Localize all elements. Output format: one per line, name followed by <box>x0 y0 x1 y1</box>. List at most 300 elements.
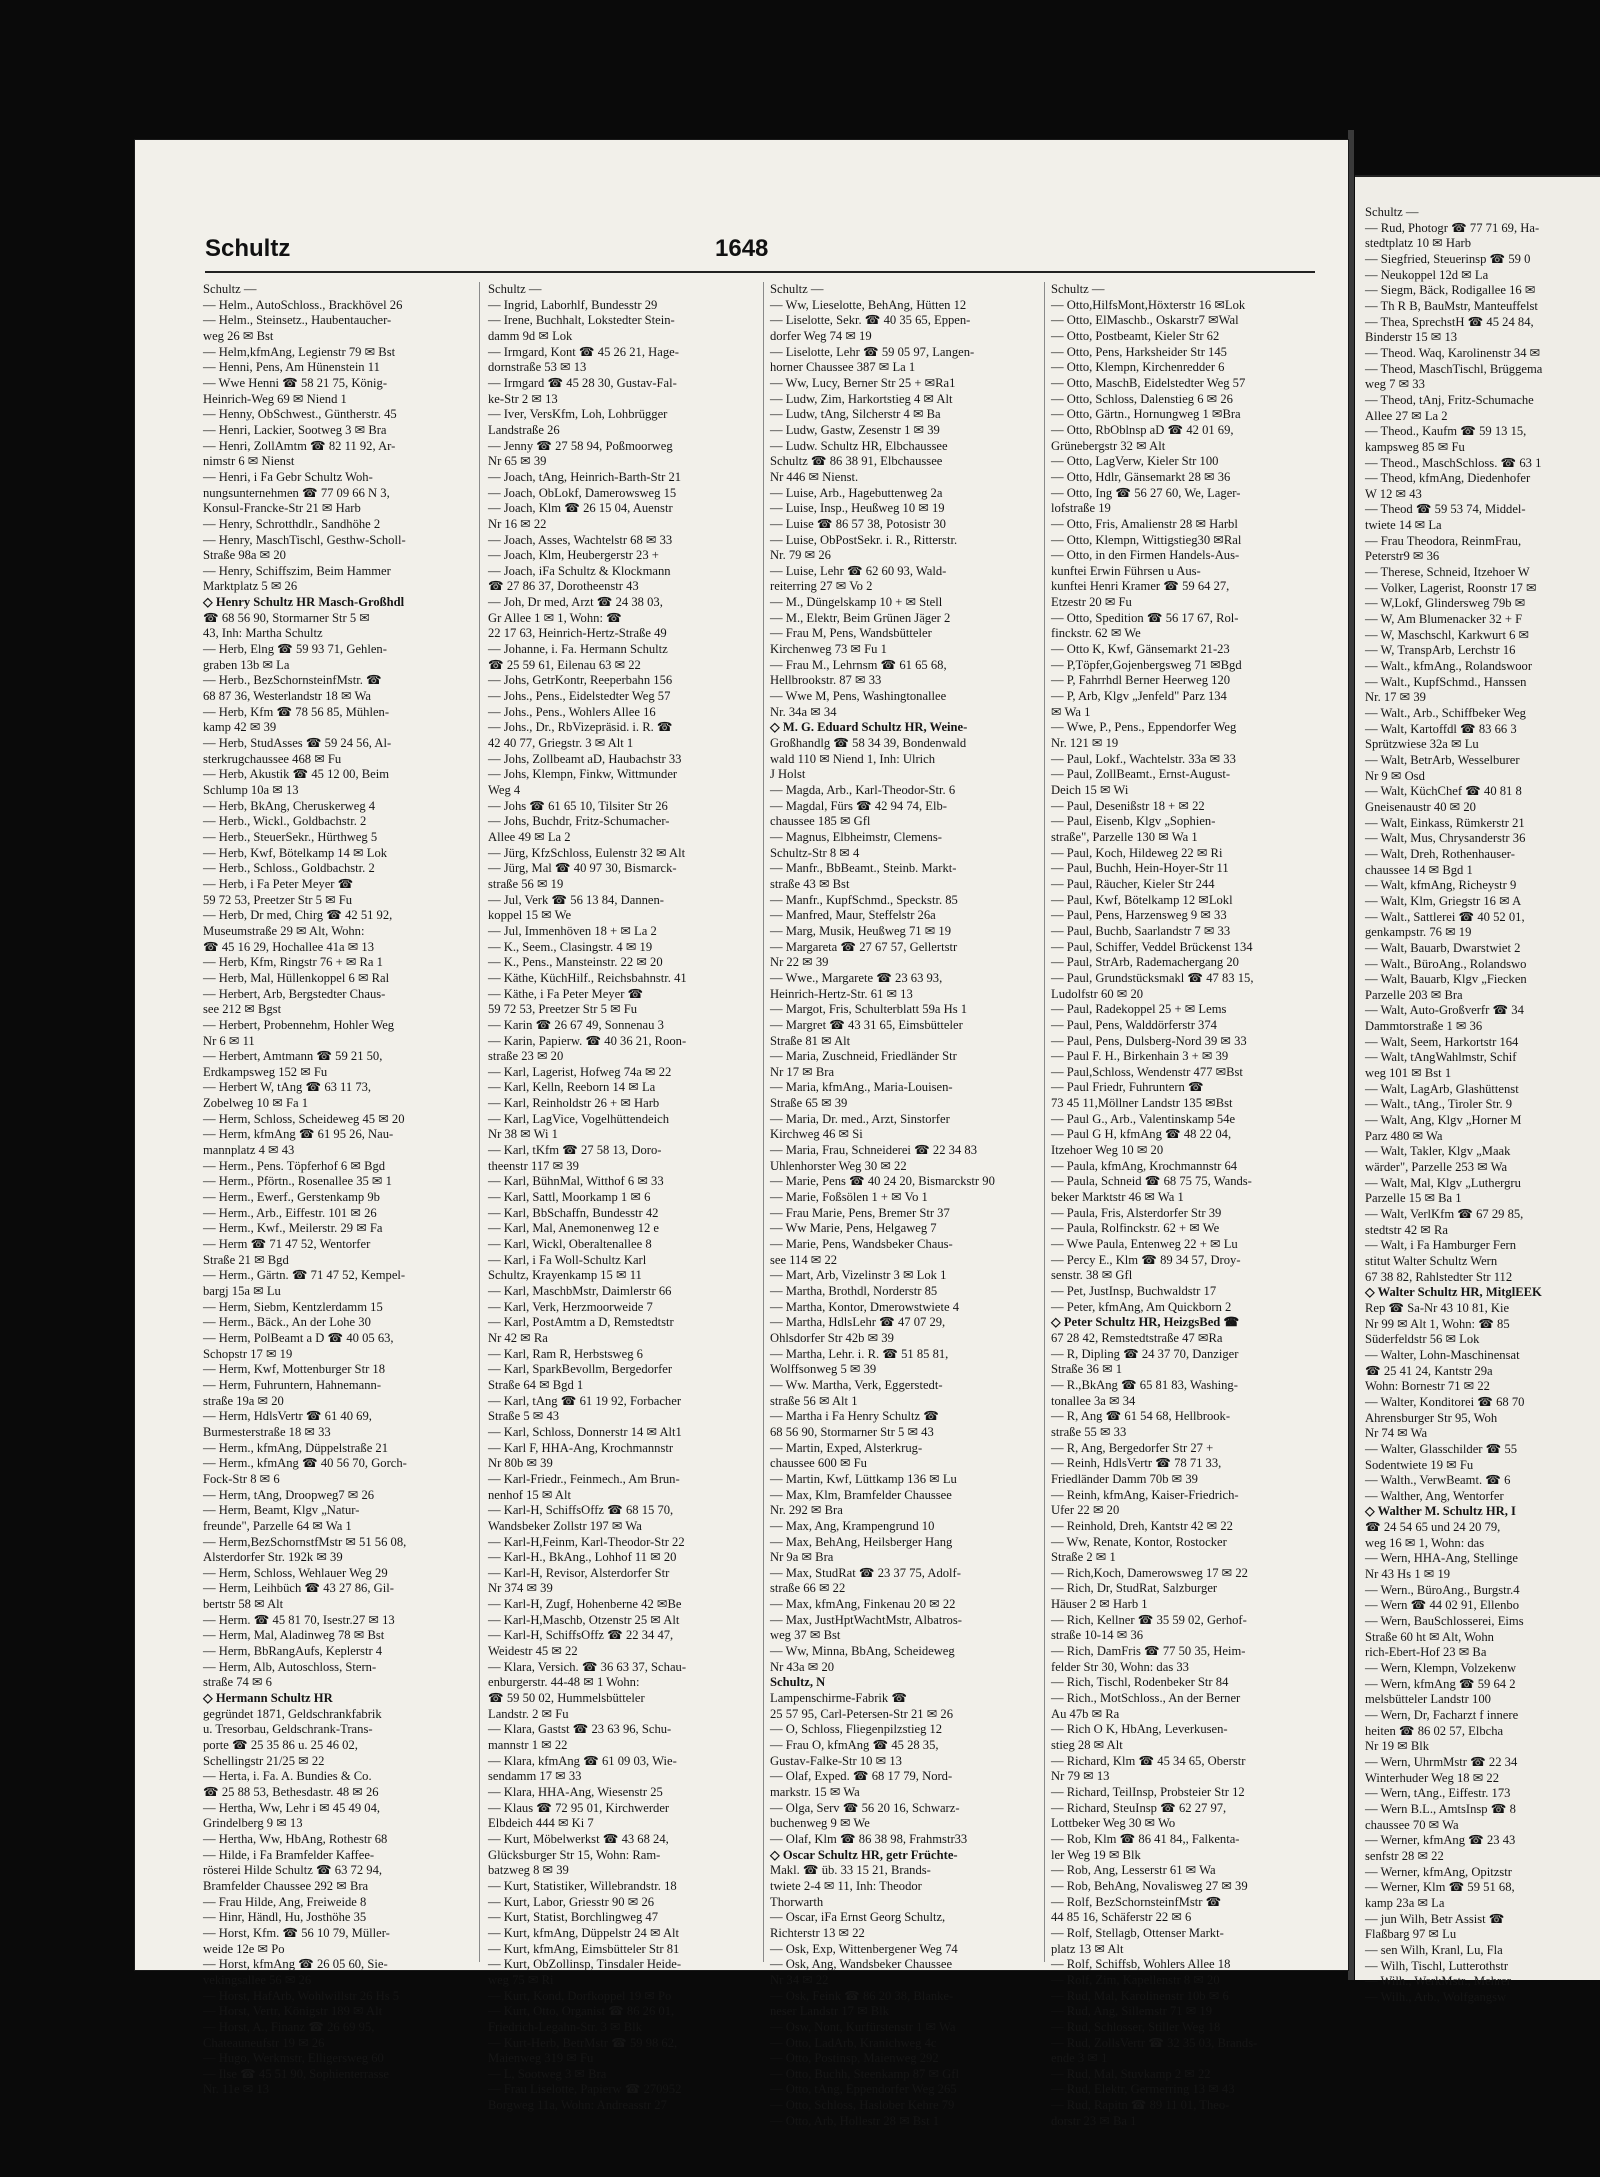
directory-entry-line: — Herb, i Fa Peter Meyer ☎ <box>203 876 354 891</box>
directory-entry-line: — Johs, Buchdr, Fritz-Schumacher- <box>488 814 670 829</box>
directory-entry-line: — Margret ☎ 43 31 65, Eimsbütteler <box>770 1017 963 1032</box>
directory-entry-line: — Martha i Fa Henry Schultz ☎ <box>770 1409 939 1424</box>
directory-entry-line: — Johs., Pens., Eidelstedter Weg 57 <box>488 689 671 704</box>
directory-entry-line: — Herb., SteuerSekr., Hürthweg 5 <box>203 829 378 844</box>
directory-entry-line: buchenweg 9 ✉ We <box>770 1816 870 1831</box>
directory-entry-line: — Herbert, Probennehm, Hohler Weg <box>203 1017 395 1032</box>
directory-entry-line: — Joach, Klm, Heubergerstr 23 + <box>488 548 659 563</box>
directory-entry-line: Nr 9a ✉ Bra <box>770 1550 834 1565</box>
directory-entry-line: twiete 14 ✉ La <box>1365 518 1442 533</box>
directory-entry-line: Schellingstr 21/25 ✉ 22 <box>203 1753 325 1768</box>
directory-entry-line: — Jul, Verk ☎ 56 13 84, Dannen- <box>488 892 665 907</box>
directory-entry-line: — Theod. Waq, Karolinenstr 34 ✉ <box>1365 345 1541 360</box>
directory-entry-line: — Kurt, Statistiker, Willebrandstr. 18 <box>488 1878 677 1893</box>
directory-entry-line: — Olaf, Exped. ☎ 68 17 79, Nord- <box>770 1769 953 1784</box>
directory-entry-line: — Walt, Bauarb, Klgv „Fiecken <box>1365 972 1527 987</box>
directory-entry-line: — Walt, KüchChef ☎ 40 81 8 <box>1365 784 1522 799</box>
directory-entry-line: chaussee 600 ✉ Fu <box>770 1456 867 1471</box>
directory-entry-line: Straße 64 ✉ Bgd 1 <box>488 1377 584 1392</box>
directory-entry-line: — Kurt, kfmAng, Düppelstr 24 ✉ Alt <box>488 1925 680 1940</box>
directory-entry-line: — Karl, PostAmtm a D, Remstedtstr <box>488 1315 674 1330</box>
directory-entry-line: Grünebergstr 32 ✉ Alt <box>1051 438 1166 453</box>
directory-entry-line: — Mart, Arb, Vizelinstr 3 ✉ Lok 1 <box>770 1268 947 1283</box>
directory-entry-line: — Walt., KupfSchmd., Hanssen <box>1365 674 1527 689</box>
directory-entry-line: — Paul, StrArb, Rademachergang 20 <box>1051 955 1239 970</box>
directory-entry-line: Etzestr 20 ✉ Fu <box>1051 595 1132 610</box>
directory-entry-line: ☎ 25 59 61, Eilenau 63 ✉ 22 <box>488 657 641 672</box>
directory-entry-line: — Karl-H, SchiffsOffz ☎ 68 15 70, <box>488 1503 674 1518</box>
directory-entry-line: — Walt, Einkass, Rümkerstr 21 <box>1365 815 1525 830</box>
directory-entry-line: Friedländer Damm 70b ✉ 39 <box>1051 1471 1198 1486</box>
directory-entry-line: neser Landstr 17 ✉ Blk <box>770 2004 889 2019</box>
directory-entry-line: — Walt, BetrArb, Wesselburer <box>1365 752 1520 767</box>
directory-entry-line: — Marie, Pens, Wandsbeker Chaus- <box>770 1237 953 1252</box>
directory-entry-line: — Paula, Rolfinckstr. 62 + ✉ We <box>1051 1221 1220 1236</box>
directory-entry-line: ☎ 27 86 37, Dorotheenstr 43 <box>488 579 639 594</box>
directory-entry-line: Wandsbeker Zollstr 197 ✉ Wa <box>488 1518 642 1533</box>
directory-entry-line: weg 26 ✉ Bst <box>203 328 274 343</box>
directory-entry-line: 59 72 53, Preetzer Str 5 ✉ Fu <box>203 892 353 907</box>
directory-entry-line: freunde", Parzelle 64 ✉ Wa 1 <box>203 1518 352 1533</box>
directory-entry-line: kunftei Henri Kramer ☎ 59 64 27, <box>1051 579 1230 594</box>
directory-entry-line: — Paul, ZollBeamt., Ernst-August- <box>1051 767 1231 782</box>
directory-entry-line: straße", Parzelle 130 ✉ Wa 1 <box>1051 829 1198 844</box>
directory-entry-line: — Olga, Serv ☎ 56 20 16, Schwarz- <box>770 1800 960 1815</box>
directory-entry-line: — Ilse ☎ 45 51 90, Sophienterrasse <box>203 2066 390 2081</box>
directory-entry-line: — Maria, Frau, Schneiderei ☎ 22 34 83 <box>770 1143 977 1158</box>
directory-entry-line: — Marg, Musik, Heußweg 71 ✉ 19 <box>770 923 952 938</box>
directory-entry-line: — Osw, Nont, Kurfürstenstr 1 ✉ Wa <box>770 2019 956 2034</box>
directory-entry-line: — Helm,kfmAng, Legienstr 79 ✉ Bst <box>203 344 396 359</box>
directory-entry-line: — Werner, kfmAng, Opitzstr <box>1365 1864 1512 1879</box>
directory-entry-line: straße 43 ✉ Bst <box>770 876 850 891</box>
directory-entry-line: ◇ Henry Schultz HR Masch-Großhdl <box>203 595 405 610</box>
directory-entry-line: melsbütteler Landstr 100 <box>1365 1692 1491 1707</box>
directory-entry-line: mannstr 1 ✉ 22 <box>488 1738 568 1753</box>
directory-entry-line: ☎ 45 16 29, Hochallee 41a ✉ 13 <box>203 939 375 954</box>
directory-entry-line: — Karl, Wickl, Oberaltenallee 8 <box>488 1237 652 1252</box>
directory-entry-line: — R.,BkAng ☎ 65 81 83, Washing- <box>1051 1377 1238 1392</box>
directory-entry-line: — Manfr., KupfSchmd., Speckstr. 85 <box>770 892 958 907</box>
directory-entry-line: — Walt, VerlKfm ☎ 67 29 85, <box>1365 1207 1524 1221</box>
directory-entry-line: — Max, JustHptWachtMstr, Albatros- <box>770 1612 962 1627</box>
directory-entry-line: Burmesterstraße 18 ✉ 33 <box>203 1424 331 1439</box>
directory-entry-line: — Wern, BauSchlosserei, Eims <box>1365 1614 1524 1629</box>
column-heading: Schultz — <box>488 282 542 296</box>
directory-entry-line: Au 47b ✉ Ra <box>1051 1706 1120 1721</box>
directory-entry-line: — Johs, GetrKontr, Reeperbahn 156 <box>488 673 673 688</box>
directory-entry-line: — Osk, Exp, Wittenbergener Weg 74 <box>770 1941 958 1956</box>
directory-entry-line: Ohlsdorfer Str 42b ✉ 39 <box>770 1330 894 1345</box>
directory-entry-line: — Frau Hilde, Ang, Freiweide 8 <box>203 1894 367 1909</box>
directory-entry-line: — Käthe, i Fa Peter Meyer ☎ <box>488 986 644 1001</box>
directory-entry-line: — Paula, kfmAng, Krochmannstr 64 <box>1051 1158 1238 1173</box>
directory-entry-line: — Walt, Dreh, Rothenhauser- <box>1365 846 1515 861</box>
directory-entry-line: — Liselotte, Sekr. ☎ 40 35 65, Eppen- <box>770 313 971 328</box>
directory-entry-line: senstr. 38 ✉ Gfl <box>1051 1268 1133 1283</box>
directory-entry-line: Weg 4 <box>488 783 521 797</box>
directory-entry-line: senfstr 28 ✉ 22 <box>1365 1848 1444 1863</box>
directory-entry-line: — Herbert, Amtmann ☎ 59 21 50, <box>203 1049 383 1064</box>
directory-entry-line: ◇ M. G. Eduard Schultz HR, Weine- <box>770 720 968 735</box>
directory-entry-line: Erdkampsweg 152 ✉ Fu <box>203 1064 328 1079</box>
directory-entry-line: — W, Am Blumenacker 32 + F <box>1365 612 1523 627</box>
directory-entry-line: Straße 5 ✉ 43 <box>488 1409 560 1424</box>
directory-entry-line: — Luise, Insp., Heußweg 10 ✉ 19 <box>770 501 945 516</box>
directory-entry-line: — Jul, Immenhöven 18 + ✉ La 2 <box>488 923 657 938</box>
directory-entry-line: 44 85 16, Schäferstr 22 ✉ 6 <box>1051 1910 1192 1925</box>
directory-entry-line: ☎ 25 88 53, Bethesdastr. 48 ✉ 26 <box>203 1785 379 1799</box>
directory-entry-line: — Ww, Minna, BbAng, Scheideweg <box>770 1644 955 1659</box>
directory-entry-line: beker Marktstr 46 ✉ Wa 1 <box>1051 1190 1184 1205</box>
directory-entry-line: — Herm, HdlsVertr ☎ 61 40 69, <box>203 1409 372 1424</box>
directory-entry-line: — Rud, Ang, Sillemstr 71 ✉ 19 <box>1051 2004 1212 2019</box>
directory-entry-line: — Klaus ☎ 72 95 01, Kirchwerder <box>488 1800 670 1815</box>
directory-entry-line: — L, Sootweg 3 ✉ Bra <box>488 2066 607 2081</box>
directory-entry-line: — Horst, HafArb, Wohlwillstr 26 Hs 5 <box>203 1988 400 2003</box>
directory-entry-line: — Otto, Schloss, Haslober Kehre 79 <box>770 2098 955 2113</box>
directory-entry-line: — Rob, Ang, Lesserstr 61 ✉ Wa <box>1051 1863 1216 1878</box>
directory-entry-line: — Rud, Mal, Karolinenstr 10b ✉ 6 <box>1051 1988 1229 2003</box>
directory-entry-line: Straße 98a ✉ 20 <box>203 548 286 563</box>
directory-entry-line: — Luise, Lehr ☎ 62 60 93, Wald- <box>770 563 947 578</box>
directory-entry-line: weg 16 ✉ 1, Wohn: das <box>1365 1535 1485 1550</box>
directory-entry-line: — Wwe M, Pens, Washingtonallee <box>770 689 947 704</box>
directory-entry-line: — W, TranspArb, Lerchstr 16 <box>1365 643 1516 658</box>
directory-entry-line: — Herb., BezSchornsteinfMstr. ☎ <box>203 673 382 688</box>
directory-entry-line: Chateauneufstr 19 ✉ 26 <box>203 2035 325 2050</box>
directory-entry-line: — Kurt, Statist, Borchlingweg 47 <box>488 1910 659 1925</box>
directory-entry-line: Ludolfstr 60 ✉ 20 <box>1051 986 1144 1001</box>
directory-entry-line: Nr. 79 ✉ 26 <box>770 548 831 563</box>
directory-entry-line: 73 45 11,Möllner Landstr 135 ✉Bst <box>1051 1096 1233 1111</box>
directory-entry-line: Gustav-Falke-Str 10 ✉ 13 <box>770 1753 902 1768</box>
directory-entry-line: — Wern, Dr, Facharzt f innere <box>1365 1708 1519 1722</box>
directory-entry-line: — Hinr, Händl, Hu, Josthöhe 35 <box>203 1910 367 1925</box>
directory-entry-line: Weidestr 45 ✉ 22 <box>488 1644 578 1659</box>
directory-entry-line: — Joach, tAng, Heinrich-Barth-Str 21 <box>488 469 682 484</box>
directory-entry-line: — Herm., Gärtn. ☎ 71 47 52, Kempel- <box>203 1268 406 1283</box>
directory-entry-line: — Herta, i. Fa. A. Bundies & Co. <box>203 1769 372 1784</box>
directory-entry-line: enburgerstr. 44-48 ✉ 1 Wohn: <box>488 1675 640 1690</box>
directory-entry-line: — Wern ☎ 44 02 91, Ellenbo <box>1365 1598 1520 1613</box>
directory-entry-line: — Herm., Pens. Töpferhof 6 ✉ Bgd <box>203 1158 386 1173</box>
directory-entry-line: 67 38 82, Rahlstedter Str 112 <box>1365 1269 1513 1284</box>
directory-entry-line: — Rolf, BezSchornsteinfMstr ☎ <box>1051 1894 1222 1909</box>
directory-entry-line: — Walter, Glasschilder ☎ 55 <box>1365 1441 1518 1456</box>
directory-entry-line: ◇ Hermann Schultz HR <box>203 1691 333 1706</box>
directory-entry-line: ☎ 68 56 90, Stormarner Str 5 ✉ <box>203 610 370 625</box>
directory-entry-line: — P, Fahrrhdl Berner Heerweg 120 <box>1051 673 1231 688</box>
directory-entry-line: Grindelberg 9 ✉ 13 <box>203 1816 303 1831</box>
directory-entry-line: Nr 19 ✉ Blk <box>1365 1739 1430 1754</box>
directory-entry-line: — R, Dipling ☎ 24 37 70, Danziger <box>1051 1346 1239 1361</box>
directory-entry-line: — Rolf, Stellagb, Ottenser Markt- <box>1051 1925 1224 1940</box>
directory-entry-line: — Wwe, P., Pens., Eppendorfer Weg <box>1051 720 1237 735</box>
column-heading: Schultz — <box>203 282 257 296</box>
directory-entry-line: — Paul, Pens, Dulsberg-Nord 39 ✉ 33 <box>1051 1033 1247 1048</box>
directory-entry-line: Schultz-Str 8 ✉ 4 <box>770 845 860 860</box>
directory-entry-line: — Otto, ElMaschb., Oskarstr7 ✉Wal <box>1051 313 1239 328</box>
directory-entry-line: — Herm., Kwf., Meilerstr. 29 ✉ Fa <box>203 1221 383 1236</box>
column-heading: Schultz — <box>1051 282 1105 296</box>
directory-entry-line: — Klara, Versich. ☎ 36 63 37, Schau- <box>488 1659 687 1674</box>
directory-entry-line: — Wwe., Margarete ☎ 23 63 93, <box>770 970 943 985</box>
directory-entry-line: — Martha, Lehr. i. R. ☎ 51 85 81, <box>770 1346 949 1361</box>
directory-entry-line: — Herb., Schloss., Goldbachstr. 2 <box>203 861 375 876</box>
directory-entry-line: — Kurt, Otto, Organist ☎ 86 26 01, <box>488 2004 675 2019</box>
directory-entry-line: see 114 ✉ 22 <box>770 1252 838 1267</box>
directory-entry-line: — Jenny ☎ 27 58 94, Poßmoorweg <box>488 438 673 453</box>
directory-entry-line: Heinrich-Hertz-Str. 61 ✉ 13 <box>770 986 913 1001</box>
adjacent-page-column <box>1365 205 1600 2004</box>
directory-entry-line: — Herm, tAng, Droopweg7 ✉ 26 <box>203 1487 375 1502</box>
directory-entry-line: kunftei Erwin Führsen u Aus- <box>1051 563 1201 578</box>
directory-entry-line: — Hertha, Ww, HbAng, Rothestr 68 <box>203 1831 388 1846</box>
directory-entry-line: ◇ Walter Schultz HR, MitglEEK <box>1365 1285 1542 1300</box>
directory-entry-line: — Otto, Gärtn., Hornungweg 1 ✉Bra <box>1051 407 1241 422</box>
directory-entry-line: porte ☎ 25 35 86 u. 25 46 02, <box>203 1738 358 1753</box>
directory-entry-line: Itzehoer Weg 10 ✉ 20 <box>1051 1143 1164 1158</box>
directory-entry-line: horner Chaussee 387 ✉ La 1 <box>770 360 916 375</box>
directory-entry-line: Nr 80b ✉ 39 <box>488 1456 553 1471</box>
directory-entry-line: Straße 81 ✉ Alt <box>770 1033 851 1048</box>
directory-entry-line: Binderstr 15 ✉ 13 <box>1365 330 1458 345</box>
directory-entry-line: — Rolf, Schiffsb, Wohlers Allee 18 <box>1051 1957 1231 1972</box>
directory-entry-line: — Rich, Dr, StudRat, Salzburger <box>1051 1581 1218 1596</box>
directory-entry-line: — Luise ☎ 86 57 38, Potosistr 30 <box>770 516 946 531</box>
directory-entry-line: — Otto, in den Firmen Handels-Aus- <box>1051 548 1240 563</box>
directory-entry-line: Dammtorstraße 1 ✉ 36 <box>1365 1019 1483 1034</box>
directory-entry-line: — Kurt, Möbelwerkst ☎ 43 68 24, <box>488 1831 669 1846</box>
directory-entry-line: — Herm., kfmAng, Düppelstraße 21 <box>203 1440 389 1455</box>
directory-entry-line: Hellbrookstr. 87 ✉ 33 <box>770 673 882 688</box>
directory-entry-line: 68 56 90, Stormarner Str 5 ✉ 43 <box>770 1424 934 1439</box>
directory-entry-line: — Walt, Klm, Griegstr 16 ✉ A <box>1365 893 1522 908</box>
directory-entry-line: koppel 15 ✉ We <box>488 908 572 923</box>
directory-entry-line: — Paul, Eisenb, Klgv „Sophien- <box>1051 814 1216 829</box>
directory-entry-line: — Reinhold, Dreh, Kantstr 42 ✉ 22 <box>1051 1518 1233 1533</box>
directory-entry-line: ke-Str 2 ✉ 13 <box>488 391 558 406</box>
directory-entry-line: Parzelle 203 ✉ Bra <box>1365 987 1463 1002</box>
directory-entry-line: — Karl, BbSchaffn, Bundesstr 42 <box>488 1205 659 1220</box>
directory-entry-line: — Margot, Fris, Schulterblatt 59a Hs 1 <box>770 1002 968 1017</box>
directory-entry-line: Nr 446 ✉ Nienst. <box>770 469 859 484</box>
directory-entry-line: — Herm, BbRangAufs, Keplerstr 4 <box>203 1644 383 1659</box>
directory-entry-line: Schultz, Krayenkamp 15 ✉ 11 <box>488 1268 642 1283</box>
directory-entry-line: — O, Schloss, Fliegenpilzstieg 12 <box>770 1722 943 1737</box>
directory-entry-line: Wolffsonweg 5 ✉ 39 <box>770 1362 877 1377</box>
directory-entry-line: — Liselotte, Lehr ☎ 59 05 97, Langen- <box>770 344 975 359</box>
directory-entry-line: — Karl, Lagerist, Hofweg 74a ✉ 22 <box>488 1064 672 1079</box>
directory-entry-line: — Herb., Wickl., Goldbachstr. 2 <box>203 814 367 829</box>
directory-entry-line: ◇ Oscar Schultz HR, getr Früchte- <box>770 1847 958 1862</box>
directory-entry-line: wärder", Parzelle 253 ✉ Wa <box>1365 1160 1508 1175</box>
directory-entry-line: — Luise, ObPostSekr. i. R., Ritterstr. <box>770 532 958 547</box>
directory-entry-line: — Henry, Schiffszim, Beim Hammer <box>203 563 391 578</box>
directory-entry-line: genkampstr. 76 ✉ 19 <box>1365 925 1472 940</box>
directory-entry-line: — Percy E., Klm ☎ 89 34 57, Droy- <box>1051 1252 1241 1267</box>
directory-entry-line: — Jürg, Mal ☎ 40 97 30, Bismarck- <box>488 861 677 876</box>
directory-entry-line: — Karl, Reinholdstr 26 + ✉ Harb <box>488 1096 660 1111</box>
directory-entry-line: — Herm, kfmAng ☎ 61 95 26, Nau- <box>203 1127 394 1142</box>
directory-entry-line: — Therese, Schneid, Itzehoer W <box>1365 565 1530 580</box>
directory-entry-line: dorstr 23 ✉ Ba 1 <box>1051 2113 1137 2128</box>
directory-entry-line: — Paul, Schiffer, Veddel Brückenst 134 <box>1051 939 1253 954</box>
directory-entry-line: — Henry, Schrotthdlr., Sandhöhe 2 <box>203 516 381 531</box>
directory-entry-line: — Karl, tKfm ☎ 27 58 13, Doro- <box>488 1143 662 1158</box>
directory-entry-line: platz 13 ✉ Alt <box>1051 1941 1124 1956</box>
directory-entry-line: — Osk, Feink ☎ 86 20 38, Blanke- <box>770 1988 954 2003</box>
page-surname-heading: Schultz <box>205 235 291 262</box>
directory-entry-line: kamp 42 ✉ 39 <box>203 720 277 735</box>
directory-entry-line: — Otto, LagVerw, Kieler Str 100 <box>1051 454 1219 469</box>
directory-entry-line: — Martin, Exped, Alsterkrug- <box>770 1440 923 1455</box>
directory-entry-line: weg 7 ✉ 33 <box>1365 377 1425 392</box>
directory-entry-line: — Rud, ZollsVertr ☎ 32 35 03, Brands- <box>1051 2035 1258 2050</box>
directory-entry-line: — Wern., BüroAng., Burgstr.4 <box>1365 1582 1520 1597</box>
directory-entry-line: Nr 34 ✉ 22 <box>770 1972 829 1987</box>
directory-entry-line: — Paul,Schloss, Wendenstr 477 ✉Bst <box>1051 1064 1243 1079</box>
directory-entry-line: — K., Pens., Mansteinstr. 22 ✉ 20 <box>488 955 663 970</box>
directory-entry-line: — Wern, tAng., Eiffestr. 173 <box>1365 1786 1511 1801</box>
page-edge <box>1348 130 1354 1980</box>
directory-entry-line: — Walt., Sattlerei ☎ 40 52 01, <box>1365 909 1525 924</box>
directory-entry-line: — Otto, Buchh, Steenkamp 87 ✉ Gfl <box>770 2066 959 2081</box>
directory-entry-line: — Ww. Martha, Verk, Eggerstedt- <box>770 1377 943 1392</box>
directory-entry-line: Nr 65 ✉ 39 <box>488 454 547 469</box>
directory-entry-line: — Paul, Pens, Harzensweg 9 ✉ 33 <box>1051 908 1227 923</box>
directory-entry-line: — Magda, Arb., Karl-Theodor-Str. 6 <box>770 783 956 797</box>
directory-entry-line: — Theod, MaschTischl, Brüggema <box>1365 361 1543 376</box>
directory-entry-line: — Walt, Bauarb, Dwarstwiet 2 <box>1365 940 1521 955</box>
directory-entry-line: — Otto, Postbeamt, Kieler Str 62 <box>1051 328 1220 343</box>
directory-entry-line: — Ww, Renate, Kontor, Rostocker <box>1051 1534 1227 1549</box>
directory-entry-line: Bramfelder Chaussee 292 ✉ Bra <box>203 1878 369 1893</box>
directory-entry-line: 22 17 63, Heinrich-Hertz-Straße 49 <box>488 626 667 641</box>
directory-entry-line: straße 23 ✉ 20 <box>488 1049 564 1064</box>
directory-entry-line: Peterstr9 ✉ 36 <box>1365 549 1440 564</box>
directory-entry-line: twiete 2-4 ✉ 11, Inh: Theodor <box>770 1878 922 1893</box>
directory-entry-line: — Maria, Zuschneid, Friedländer Str <box>770 1049 957 1064</box>
directory-entry-line: — Theod ☎ 59 53 74, Middel- <box>1365 502 1526 517</box>
directory-entry-line: — Martha, HdlsLehr ☎ 47 07 29, <box>770 1315 946 1330</box>
directory-entry-line: — Paul, Pens, Walddörferstr 374 <box>1051 1017 1217 1032</box>
directory-entry-line: — Theod, kfmAng, Diedenhofer <box>1365 471 1531 486</box>
directory-entry-line: — Horst, Kfm. ☎ 56 10 79, Müller- <box>203 1925 390 1940</box>
directory-entry-line: — Karl, BühnMal, Witthof 6 ✉ 33 <box>488 1174 664 1189</box>
directory-entry-line: — Wern B.L., AmtsInsp ☎ 8 <box>1365 1801 1516 1816</box>
directory-entry-line: — Karl-H, Revisor, Alsterdorfer Str <box>488 1565 670 1580</box>
directory-entry-line: — Paul, Radekoppel 25 + ✉ Lems <box>1051 1002 1227 1017</box>
directory-entry-line: — Reinh, HdlsVertr ☎ 78 71 33, <box>1051 1456 1222 1471</box>
directory-entry-line: — jun Wilh, Betr Assist ☎ <box>1365 1911 1505 1926</box>
directory-entry-line: — Herb, BkAng, Cheruskerweg 4 <box>203 798 376 813</box>
directory-entry-line: Nr. 292 ✉ Bra <box>770 1503 843 1518</box>
column-1 <box>203 282 471 2097</box>
directory-entry-line: — Otto, MaschB, Eidelstedter Weg 57 <box>1051 375 1246 390</box>
directory-entry-line: Straße 65 ✉ 39 <box>770 1096 848 1111</box>
directory-entry-line: kampsweg 85 ✉ Fu <box>1365 439 1465 454</box>
directory-entry-line: — Joach, iFa Schultz & Klockmann <box>488 563 671 578</box>
directory-entry-line: — Karl, MaschbMstr, Daimlerstr 66 <box>488 1284 672 1298</box>
directory-entry-line: — Herb, Kfm ☎ 78 56 85, Mühlen- <box>203 704 390 719</box>
directory-entry-line: ◇ Peter Schultz HR, HeizgsBed ☎ <box>1051 1315 1240 1330</box>
directory-entry-line: Deich 15 ✉ Wi <box>1051 783 1129 797</box>
directory-entry-line: — Rud, Elektr, Germerring 13 ✉ 43 <box>1051 2082 1235 2097</box>
directory-entry-line: 43, Inh: Martha Schultz <box>203 626 323 641</box>
directory-entry-line: — Johs., Pens., Wohlers Allee 16 <box>488 704 656 719</box>
directory-entry-line: — Paul F. H., Birkenhain 3 + ✉ 39 <box>1051 1049 1229 1064</box>
directory-page <box>135 140 1348 2128</box>
directory-entry-line: gegründet 1871, Geldschrankfabrik <box>203 1706 382 1721</box>
directory-entry-line: — Paul, Koch, Hildeweg 22 ✉ Ri <box>1051 845 1223 860</box>
directory-entry-line: — Walt., tAng., Tiroler Str. 9 <box>1365 1097 1513 1112</box>
directory-entry-line: — Walt, Seem, Harkortstr 164 <box>1365 1034 1519 1049</box>
directory-entry-line: Nr 374 ✉ 39 <box>488 1581 553 1596</box>
directory-entry-line: Heinrich-Weg 69 ✉ Niend 1 <box>203 391 347 406</box>
directory-entry-line: — Karl-Friedr., Feinmech., Am Brun- <box>488 1471 680 1486</box>
directory-entry-line: — Johs, Zollbeamt aD, Haubachstr 33 <box>488 751 682 766</box>
directory-entry-line: — sen Wilh, Kranl, Lu, Fla <box>1365 1942 1503 1957</box>
directory-entry-line: — Walt, Mus, Chrysanderstr 36 <box>1365 831 1526 846</box>
directory-entry-line: ☎ 24 54 65 und 24 20 79, <box>1365 1520 1501 1535</box>
directory-entry-line: — Wwe Henni ☎ 58 21 75, König- <box>203 375 388 390</box>
directory-entry-line: Maienweg 319 ✉ Fu <box>488 2051 594 2066</box>
directory-entry-line: — Herb, Dr med, Chirg ☎ 42 51 92, <box>203 908 393 923</box>
directory-entry-line: — Otto, Schloss, Dalenstieg 6 ✉ 26 <box>1051 391 1233 406</box>
directory-entry-line: — Irene, Buchhalt, Lokstedter Stein- <box>488 313 675 328</box>
directory-entry-line: Schultz ☎ 86 38 91, Elbchaussee <box>770 454 943 469</box>
directory-entry-line: — Martha, Kontor, Dmerowstwiete 4 <box>770 1299 960 1314</box>
directory-entry-line: — Neukoppel 12d ✉ La <box>1365 267 1489 282</box>
directory-entry-line: Landstraße 26 <box>488 422 560 437</box>
directory-entry-line: — Karl-H, Zugf, Hohenberne 42 ✉Be <box>488 1597 682 1612</box>
directory-entry-line: — Manfr., BbBeamt., Steinb. Markt- <box>770 861 957 876</box>
directory-entry-line: — Wern, kfmAng ☎ 59 64 2 <box>1365 1676 1516 1691</box>
directory-entry-line: Museumstraße 29 ✉ Alt, Wohn: <box>203 923 365 938</box>
directory-entry-line: Straße 21 ✉ Bgd <box>203 1252 289 1267</box>
directory-entry-line: bertstr 58 ✉ Alt <box>203 1597 284 1612</box>
directory-entry-line: Gneisenaustr 40 ✉ 20 <box>1365 799 1476 814</box>
directory-entry-line: — Wilh., Arb., Wolfgangsw <box>1365 1989 1507 2004</box>
directory-entry-line: — Ludw, tAng, Silcherstr 4 ✉ Ba <box>770 407 941 422</box>
directory-entry-line: — Herm., Arb., Eiffestr. 101 ✉ 26 <box>203 1205 377 1220</box>
directory-entry-line: chaussee 185 ✉ Gfl <box>770 814 871 829</box>
directory-entry-line: Lottbeker Weg 30 ✉ Wo <box>1051 1816 1176 1831</box>
directory-entry-line: — Walt, i Fa Hamburger Fern <box>1365 1238 1517 1253</box>
directory-entry-line: lofstraße 19 <box>1051 501 1111 516</box>
directory-entry-line: Nr. 34a ✉ 34 <box>770 704 837 719</box>
directory-entry-line: Zobelweg 10 ✉ Fa 1 <box>203 1096 308 1111</box>
directory-entry-line: straße 55 ✉ 33 <box>1051 1424 1127 1439</box>
column-2 <box>488 282 756 2113</box>
directory-entry-line: — Walt., Arb., Schiffbeker Weg <box>1365 706 1526 720</box>
directory-entry-line: — Herm, Beamt, Klgv „Natur- <box>203 1503 360 1518</box>
column-3 <box>770 282 1038 2128</box>
directory-entry-line: — Jürg, KfzSchloss, Eulenstr 32 ✉ Alt <box>488 845 686 860</box>
directory-entry-line: — Frau M, Pens, Wandsbütteler <box>770 626 932 641</box>
directory-entry-line: — Herbert W, tAng ☎ 63 11 73, <box>203 1080 372 1095</box>
directory-entry-line: — Johs, Klempn, Finkw, Wittmunder <box>488 767 678 782</box>
directory-entry-line: — Kurt-Herb, BetrMstr ☎ 59 98 62, <box>488 2035 678 2050</box>
directory-entry-line: — Reinh, kfmAng, Kaiser-Friedrich- <box>1051 1487 1239 1502</box>
directory-entry-line: — Marie, Foßsölen 1 + ✉ Vo 1 <box>770 1190 928 1205</box>
directory-entry-line: 25 57 95, Carl-Petersen-Str 21 ✉ 26 <box>770 1706 953 1721</box>
directory-entry-line: Makl. ☎ üb. 33 15 21, Brands- <box>770 1863 931 1878</box>
directory-entry-line: — Otto, Ing ☎ 56 27 60, We, Lager- <box>1051 485 1241 500</box>
directory-entry-line: Thorwarth <box>770 1894 824 1909</box>
